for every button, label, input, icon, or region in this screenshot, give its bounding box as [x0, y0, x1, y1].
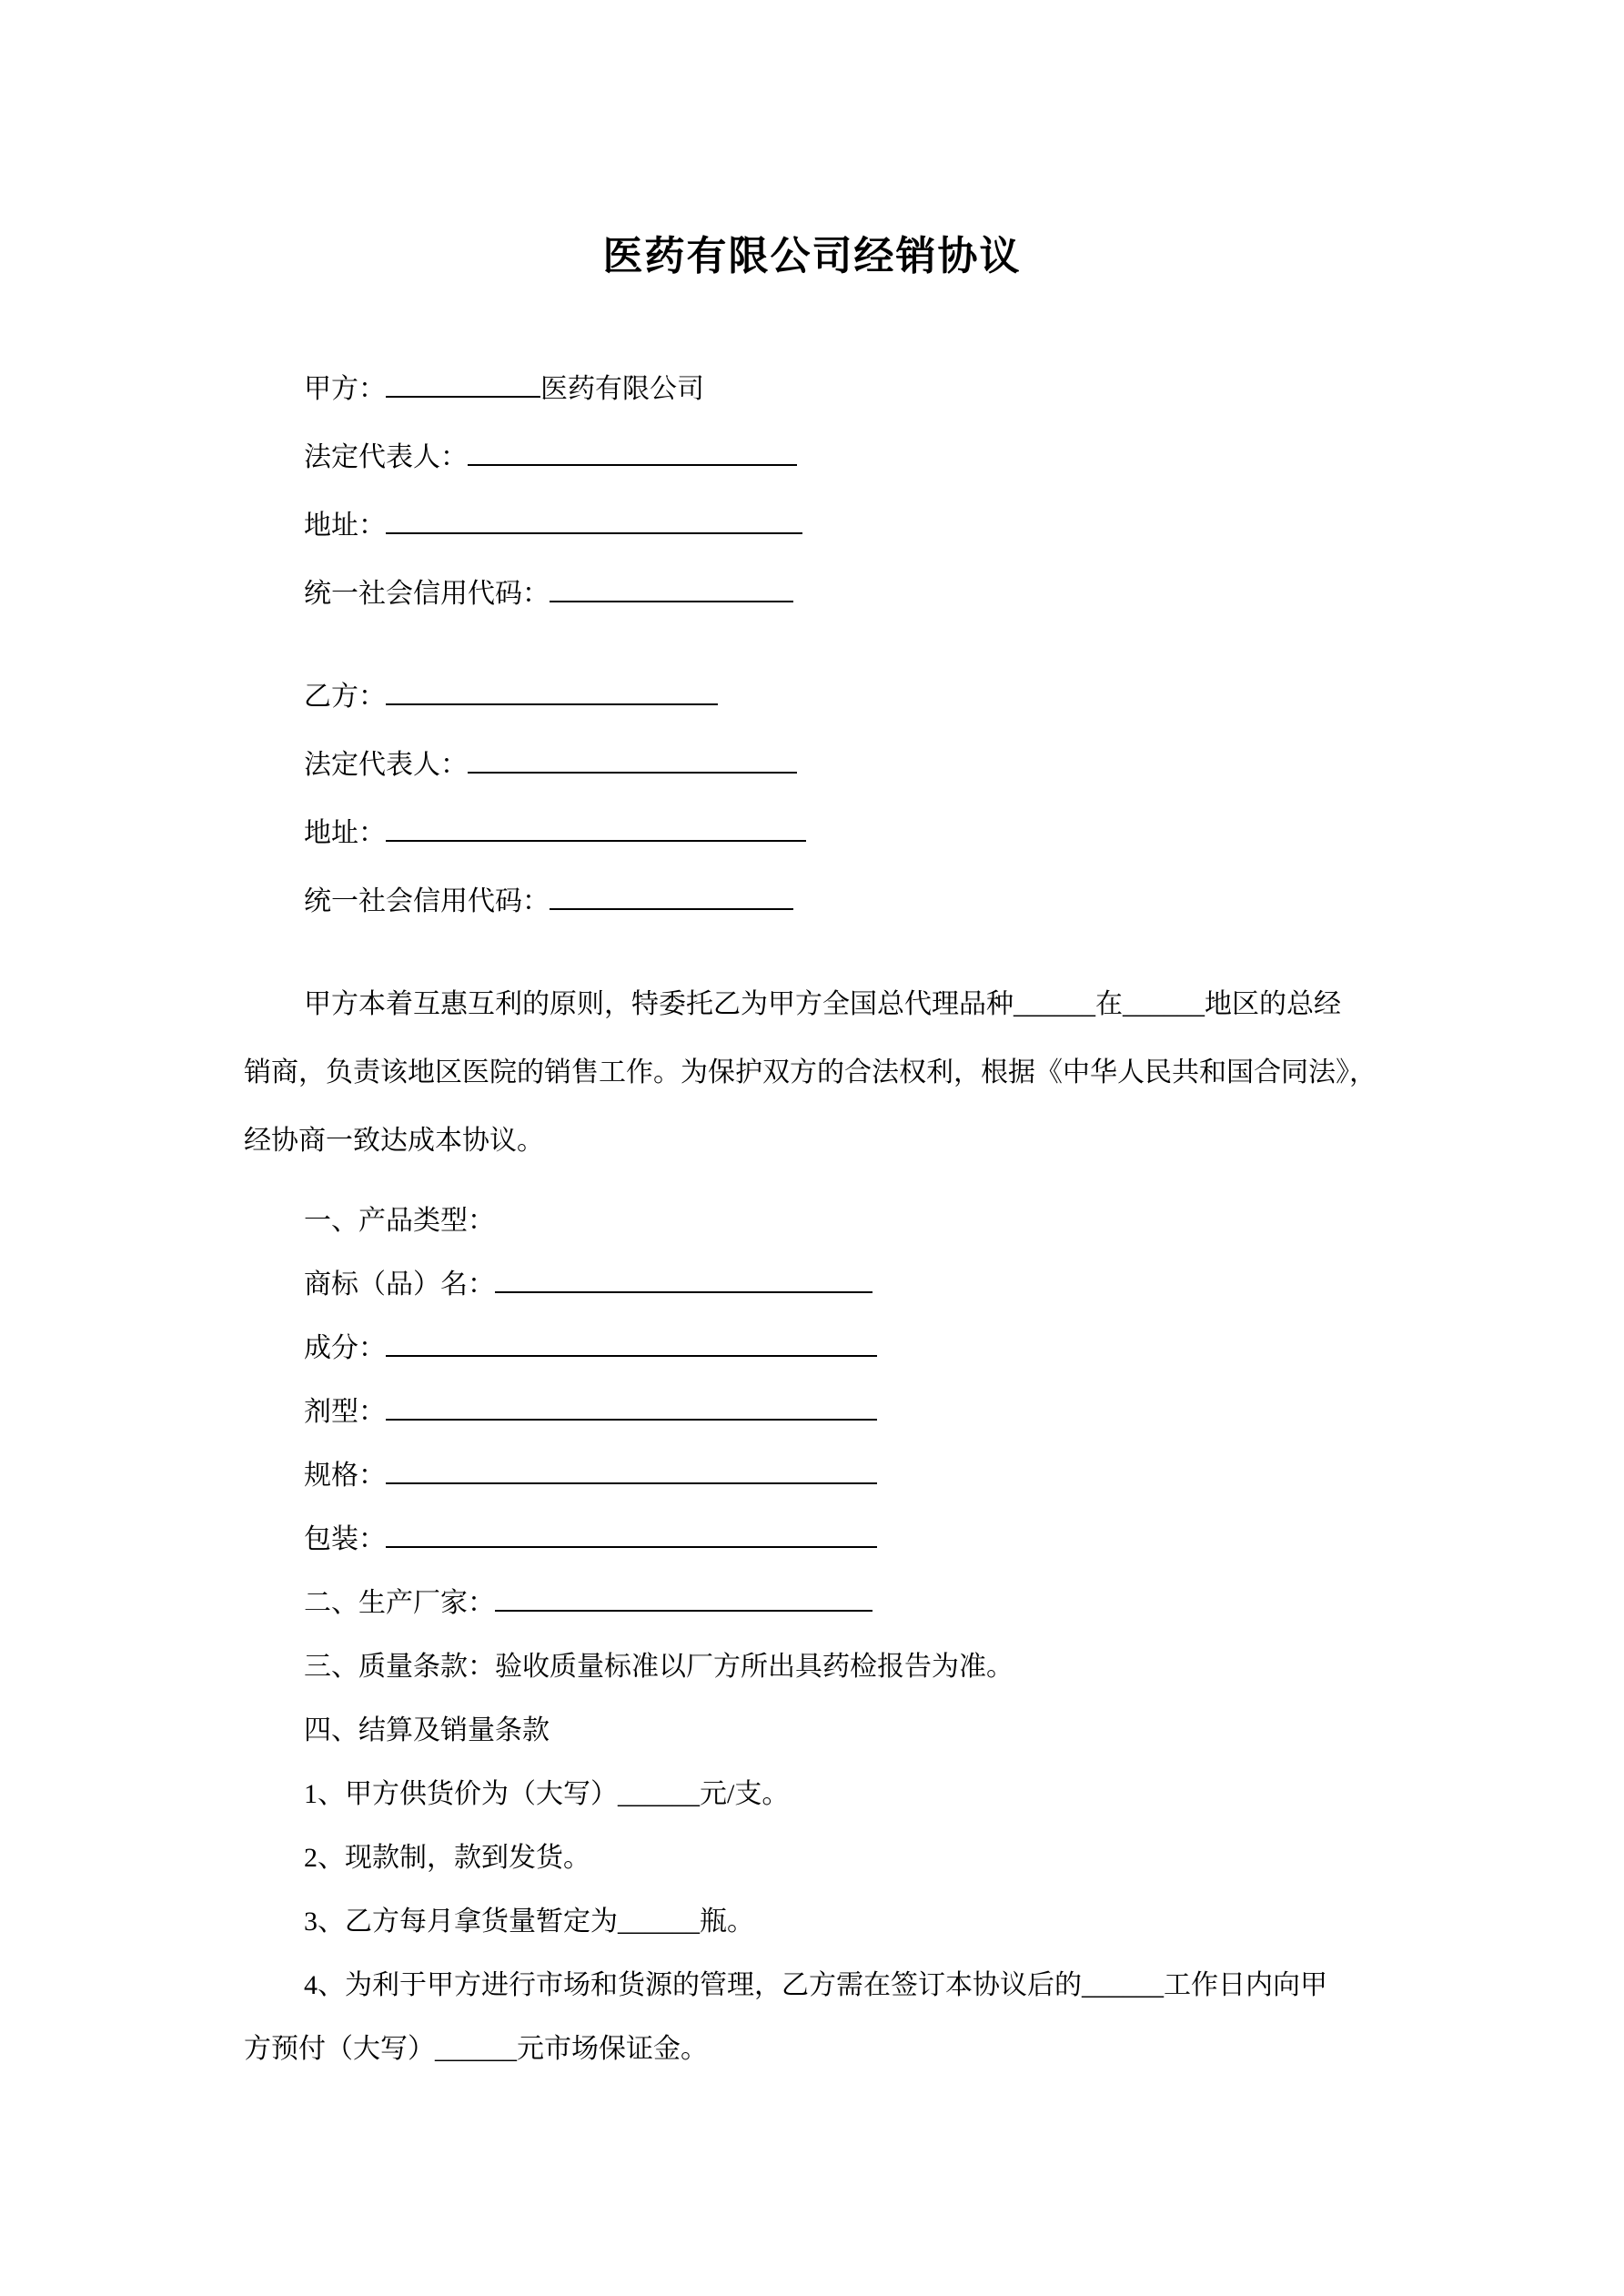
manufacturer-blank	[495, 1582, 873, 1613]
legal-rep-label: 法定代表人：	[304, 442, 468, 472]
manufacturer-label: 二、生产厂家：	[304, 1588, 495, 1618]
legal-rep-blank	[468, 436, 797, 467]
ingredients-row	[244, 1317, 1380, 1381]
trademark-blank	[495, 1263, 873, 1294]
legal-rep-blank	[468, 743, 797, 774]
party-a-label: 甲方：	[304, 374, 386, 404]
address-label: 地址：	[304, 818, 386, 848]
clauses-block	[244, 1189, 1380, 2081]
quality-clause-row: 三、质量条款：验收质量标准以厂方所出具药检报告为准。	[304, 1652, 1014, 1682]
party-a-name-suffix: 医药有限公司	[540, 374, 704, 404]
party-b-block	[244, 663, 1380, 936]
package-row	[244, 1508, 1380, 1572]
ingredients-label: 成分：	[304, 1333, 386, 1363]
credit-code-blank	[550, 572, 793, 603]
section-1-heading: 一、产品类型：	[304, 1206, 495, 1236]
address-blank	[386, 812, 806, 843]
dosage-form-row	[244, 1381, 1380, 1444]
preamble-line: 甲方本着互惠互利的原则，特委托乙为甲方全国总代理品种______在______地区的总经	[304, 989, 1341, 1019]
party-a-block	[244, 355, 1380, 628]
party-a-address-row	[244, 491, 1380, 560]
trademark-row	[244, 1253, 1380, 1317]
trademark-label: 商标（品）名：	[304, 1269, 495, 1300]
party-b-name-row	[244, 663, 1380, 731]
party-b-credit-code-row	[244, 867, 1380, 936]
settlement-item-4-line-1: 4、为利于甲方进行市场和货源的管理，乙方需在签订本协议后的______工作日内向甲	[304, 1970, 1327, 2000]
dosage-form-label: 剂型：	[304, 1397, 386, 1427]
address-label: 地址：	[304, 511, 386, 541]
spec-blank	[386, 1454, 877, 1485]
party-b-legal-rep-row	[244, 731, 1380, 799]
credit-code-blank	[550, 880, 793, 911]
address-blank	[386, 504, 802, 535]
party-a-credit-code-row	[244, 560, 1380, 628]
document-title: 医药有限公司经销协议	[602, 234, 1022, 278]
settlement-item-2: 2、现款制，款到发货。	[304, 1843, 590, 1873]
ingredients-blank	[386, 1327, 877, 1358]
settlement-item-1: 1、甲方供货价为（大写）______元/支。	[304, 1779, 790, 1809]
package-blank	[386, 1518, 877, 1549]
package-label: 包装：	[304, 1524, 386, 1554]
preamble-line: 经协商一致达成本协议。	[244, 1126, 544, 1156]
party-b-address-row	[244, 799, 1380, 867]
preamble-line: 销商，负责该地区医院的销售工作。为保护双方的合法权利，根据《中华人民共和国合同法》，	[244, 1057, 1377, 1087]
settlement-heading-row: 四、结算及销量条款	[304, 1715, 550, 1745]
party-b-name-blank	[386, 675, 718, 706]
preamble-paragraph	[244, 970, 1380, 1175]
settlement-item-4-line-2: 方预付（大写）______元市场保证金。	[244, 2034, 708, 2064]
dosage-form-blank	[386, 1391, 877, 1421]
legal-rep-label: 法定代表人：	[304, 750, 468, 780]
manufacturer-row	[244, 1572, 1380, 1635]
party-a-legal-rep-row	[244, 423, 1380, 491]
party-a-name-row	[244, 355, 1380, 423]
settlement-item-3: 3、乙方每月拿货量暂定为______瓶。	[304, 1907, 754, 1937]
party-b-label: 乙方：	[304, 682, 386, 712]
credit-code-label: 统一社会信用代码：	[304, 886, 550, 916]
spec-row	[244, 1444, 1380, 1508]
credit-code-label: 统一社会信用代码：	[304, 579, 550, 609]
party-a-name-blank	[386, 368, 540, 399]
spec-label: 规格：	[304, 1461, 386, 1491]
